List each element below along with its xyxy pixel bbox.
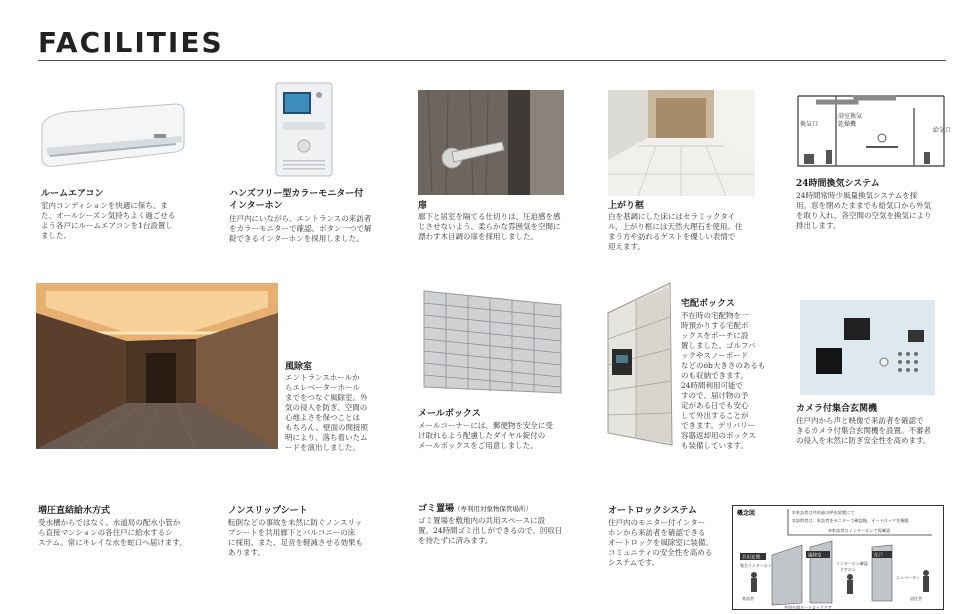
- text-nonslip: 転倒などの事故を未然に防ぐノンスリッ プシートを共用廊下とバルコニーの床 に採用。また、足音を軽減させる効果も あります。: [228, 518, 363, 557]
- ventilation-label-exhaust: 換気口: [800, 121, 819, 128]
- heading-mailbox: メールボックス: [418, 409, 481, 419]
- text-garbage: ゴミ置場を敷地内の共用スペースに設 置。24時間ゴミ出しができるので、回収日 を待たずに済みます。: [418, 516, 563, 545]
- heading-windbreak: 風除室: [285, 362, 313, 372]
- ventilation-diagram: [796, 88, 952, 168]
- text-door: 廊下と居室を隔てる仕切りは、圧迫感を感 じさせないよう、柔らかな雰囲気を空間に 漂わす木目調の扉を採用しました。: [418, 212, 561, 241]
- title-divider: [38, 60, 946, 61]
- text-intercom: 住戸内にいながら、エントランスの来訪者 をカラーモニターで確認。ボタン一つで解 錠できるインターホンを採用しました。: [229, 214, 372, 243]
- delivery-box-photo: [608, 283, 672, 445]
- heading-nonslip: ノンスリップシート: [228, 506, 308, 516]
- text-windbreak: エントランスホールか らエレベーターホール までをつなぐ風除室。外 気の侵入を防ぎ、空間の 心地よさを保つことは もちろん、壁面の間接照 明により、落ち着いたム ードを演出しました。: [285, 373, 368, 452]
- autolock-step-2: ②訪問者は、来訪者をモニターで確認後、オートロックを解錠: [792, 518, 909, 523]
- ventilation-label-intake: 給気口: [933, 127, 952, 134]
- door-handle-photo: [418, 90, 564, 195]
- ventilation-label-bath: 浴室換気: [838, 113, 863, 120]
- heading-delivery-box: 宅配ボックス: [681, 299, 735, 309]
- text-entrance-panel: 住戸内から声と映像で来訪者を確認で きるカメラ付集合玄関機を設置。不審者 の侵入を未然に防ぎ安全性を高めます。: [796, 416, 931, 445]
- text-autolock: 住戸内のモニター付インター ホンから来訪者を確認できる オートロックを風除室に装備。 コミュニティの安全性を高める システムです。: [608, 518, 713, 567]
- text-mailbox: メールコーナーには、郵便物を安全に受 け取れるよう配慮したダイヤル錠付の メールボックスをご用意しました。: [418, 421, 553, 450]
- autolock-step-3: ③来訪者はインターホンで再確認: [828, 528, 891, 533]
- intercom-photo: [275, 82, 333, 177]
- autolock-label-check: インターホン確認: [836, 561, 868, 566]
- text-water-supply: 受水槽からではなく、水道局の配水小管か ら直接マンションの各住戸に給水するシ ステム。常にキレイな水を蛇口へ届けます。: [38, 518, 187, 547]
- ventilation-label-dryer: 乾燥機: [838, 121, 857, 128]
- entrance-panel-photo: [800, 300, 935, 395]
- autolock-caption: 共用玄関オートロックドア: [784, 605, 832, 610]
- heading-door: 扉: [418, 201, 428, 211]
- windbreak-room-photo: [36, 283, 278, 449]
- autolock-label-resident: 居住者: [910, 596, 922, 601]
- autolock-label-entrance: 共用玄関: [742, 555, 760, 561]
- heading-intercom: ハンズフリー型カラーモニター付 インターホン: [229, 189, 364, 211]
- entrance-floor-photo: [608, 90, 755, 196]
- heading-autolock: オートロックシステム: [608, 506, 697, 516]
- heading-ventilation: 24時間換気システム: [796, 179, 880, 189]
- autolock-label-doorphone: ドアホン: [840, 567, 856, 572]
- autolock-label-intercom: 集合インターホン: [740, 563, 772, 568]
- air-conditioner-photo: [36, 98, 186, 173]
- text-entrance: 白を基調にした床にはセラミックタイ ル、上がり框には天然大理石を使用。住 まう方や訪れるゲストを優しい表情で 迎えます。: [608, 212, 743, 251]
- autolock-diagram: [732, 505, 944, 610]
- autolock-step-1: ①来訪者は共用部の呼出装置にて: [792, 510, 855, 515]
- text-ventilation: 24時間常時少風量換気システムを採 用。窓を閉めたままでも給気口から外気 を取り入れ、各空間の空気を換気により 排出します。: [796, 191, 932, 230]
- autolock-label-visitor: 来訪者: [742, 596, 754, 601]
- heading-garbage: ゴミ置場（専利用対象物保管場所）: [418, 504, 533, 514]
- autolock-label-windbreak: 風除室: [808, 553, 822, 559]
- heading-water-supply: 増圧直結給水方式: [38, 506, 111, 516]
- heading-room-aircon: ルームエアコン: [41, 189, 104, 199]
- autolock-diagram-title: 概念図: [737, 510, 756, 517]
- heading-entrance-panel: カメラ付集合玄関機: [796, 404, 878, 414]
- page-title: FACILITIES: [38, 26, 224, 59]
- heading-garbage-sub: （専利用対象物保管場所）: [454, 505, 533, 513]
- heading-entrance: 上がり框: [608, 201, 645, 211]
- autolock-label-home: 住戸: [874, 553, 883, 559]
- text-room-aircon: 室内コンディションを快適に保ち、ま た、オールシーズン気持ちよく過ごせる よう各戸にルームエアコンを1台設置し ました。: [41, 201, 176, 240]
- mailbox-photo: [420, 287, 565, 397]
- autolock-label-elevator: エレベーター: [896, 575, 920, 580]
- text-delivery-box: 不在時の宅配物を一 時預かりする宅配ボ ックスをポーチに設 置しました。ゴルフバ ックやスノーボード などのób大きさのあるも のも収納できます。 24時間利用可能で すので、届け物の予 定がある日でも安心 して外出することが できます。デリバリー 容器返却用のボックス も装備しています。: [681, 311, 766, 450]
